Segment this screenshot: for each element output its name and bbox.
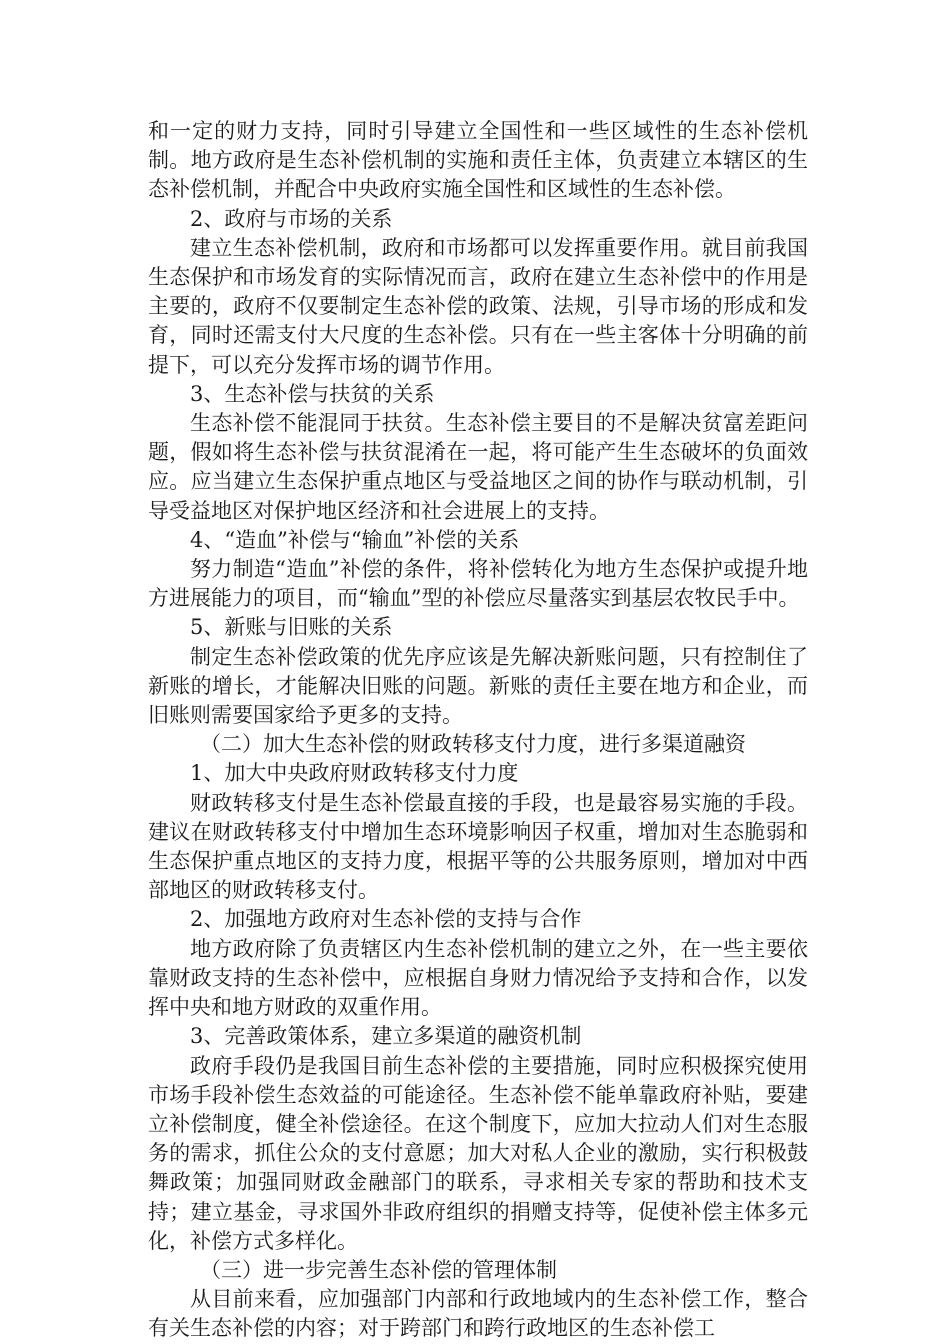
body-paragraph: 地方政府除了负责辖区内生态补偿机制的建立之外，在一些主要依靠财政支持的生态补偿中，应根据自身财力情况给予支持和合作，以发挥中央和地方财政的双重作用。 (148, 936, 808, 1020)
subheading: 2、政府与市场的关系 (190, 206, 393, 231)
section-heading: （二）加大生态补偿的财政转移支付力度，进行多渠道融资 (200, 732, 746, 757)
subheading: 5、新账与旧账的关系 (190, 615, 393, 640)
body-paragraph: 生态补偿不能混同于扶贫。生态补偿主要目的不是解决贫富差距问题，假如将生态补偿与扶贫混淆在一起，将可能产生生态破坏的负面效应。应当建立生态保护重点地区与受益地区之间的协作与联动机制，引导受益地区对保护地区经济和社会进展上的支持。 (148, 411, 808, 523)
document-page (148, 117, 808, 1344)
body-paragraph: 和一定的财力支持，同时引导建立全国性和一些区域性的生态补偿机制。地方政府是生态补偿机制的实施和责任主体，负责建立本辖区的生态补偿机制，并配合中央政府实施全国性和区域性的生态补偿。 (148, 119, 808, 202)
subheading: 1、加大中央政府财政转移支付力度 (190, 761, 519, 786)
subheading: 3、完善政策体系，建立多渠道的融资机制 (190, 1024, 582, 1049)
body-paragraph: 从目前来看，应加强部门内部和行政地域内的生态补偿工作，整合有关生态补偿的内容；对于跨部门和跨行政地区的生态补偿工 (148, 1287, 808, 1341)
body-paragraph: 努力制造“造血”补偿的条件，将补偿转化为地方生态保护或提升地方进展能力的项目，而“输血”型的补偿应尽量落实到基层农牧民手中。 (148, 557, 808, 611)
body-paragraph: 制定生态补偿政策的优先序应该是先解决新账问题，只有控制住了新账的增长，才能解决旧账的问题。新账的责任主要在地方和企业，而旧账则需要国家给予更多的支持。 (148, 644, 808, 728)
body-paragraph: 建立生态补偿机制，政府和市场都可以发挥重要作用。就目前我国生态保护和市场发育的实际情况而言，政府在建立生态补偿中的作用是主要的，政府不仅要制定生态补偿的政策、法规，引导市场的形成和发育，同时还需支付大尺度的生态补偿。只有在一些主客体十分明确的前提下，可以充分发挥市场的调节作用。 (148, 235, 808, 377)
subheading: 3、生态补偿与扶贫的关系 (190, 381, 435, 406)
section-heading: （三）进一步完善生态补偿的管理体制 (200, 1257, 557, 1282)
body-paragraph: 财政转移支付是生态补偿最直接的手段，也是最容易实施的手段。建议在财政转移支付中增加生态环境影响因子权重，增加对生态脆弱和生态保护重点地区的支持力度，根据平等的公共服务原则，增加对中西部地区的财政转移支付。 (148, 790, 808, 903)
body-paragraph: 政府手段仍是我国目前生态补偿的主要措施，同时应积极探究使用市场手段补偿生态效益的可能途径。生态补偿不能单靠政府补贴，要建立补偿制度，健全补偿途径。在这个制度下，应加大拉动人们对生态服务的需求，抓住公众的支付意愿；加大对私人企业的激励，实行积极鼓舞政策；加强同财政金融部门的联系，寻求相关专家的帮助和技术支持；建立基金，寻求国外非政府组织的捐赠支持等，促使补偿主体多元化，补偿方式多样化。 (148, 1053, 808, 1253)
subheading: 4、“造血”补偿与“输血”补偿的关系 (190, 527, 520, 552)
subheading: 2、加强地方政府对生态补偿的支持与合作 (190, 907, 582, 932)
